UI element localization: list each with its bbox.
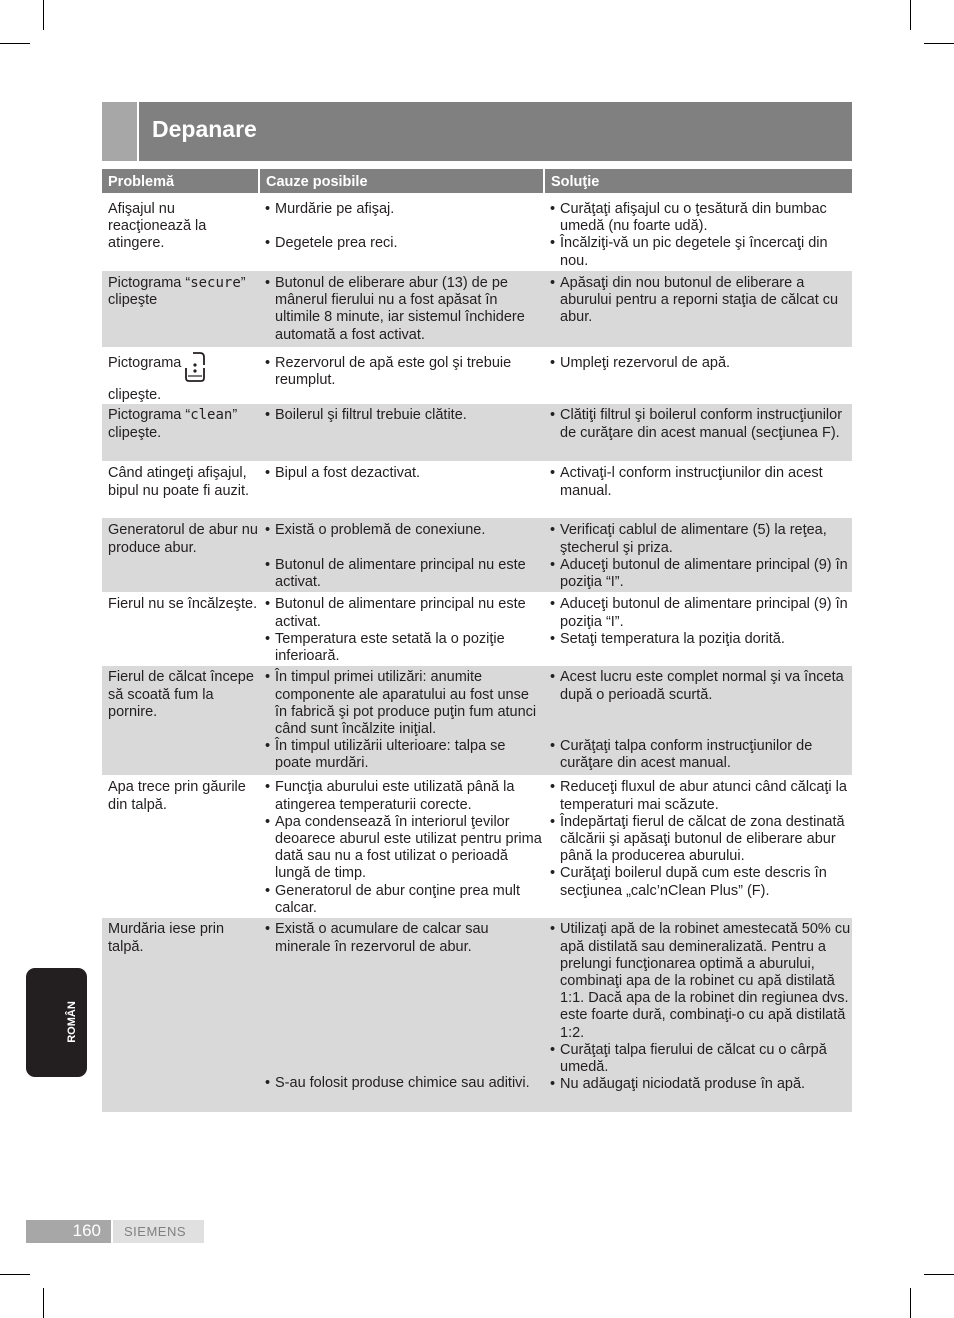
solutions-cell — [544, 518, 852, 592]
solution-item: • Nu adăugaţi niciodată produse în apă. — [550, 1076, 852, 1093]
table-row — [102, 592, 852, 666]
cause-item: • Apa condensează în interiorul ţevilor deoarece aburul este utilizat pentru prima dată sau nu a fost utilizat o perioadă lungă de timp. — [265, 814, 544, 883]
table-row — [102, 461, 852, 518]
causes-cell — [259, 404, 544, 461]
cause-item: • Funcţia aburului este utilizată până la atingerea temperaturii corecte. — [265, 779, 544, 813]
column-header-solution: Soluţie — [544, 169, 852, 193]
crop-mark — [0, 1274, 30, 1275]
problem-text: ” clipeşte. — [108, 407, 238, 441]
cause-item: • Butonul de alimentare principal nu este activat. — [265, 557, 544, 591]
cause-item: • Rezervorul de apă este gol şi trebuie reumplut. — [265, 355, 544, 389]
troubleshooting-table — [102, 169, 852, 1112]
crop-mark — [43, 0, 44, 30]
page-number-box — [26, 1220, 111, 1243]
problem-cell: Afişajul nu reacţionează la atingere. — [108, 201, 207, 252]
table-header-row — [102, 169, 852, 193]
page-title: Depanare — [152, 116, 257, 142]
solutions-cell — [544, 592, 852, 666]
problem-text: Pictograma — [108, 355, 182, 371]
problem-cell — [102, 404, 259, 461]
causes-cell — [259, 271, 544, 347]
problem-cell: Generatorul de abur nu produce abur. — [102, 518, 259, 592]
solution-item: • Aduceţi butonul de alimentare principal (9) în poziţia “I”. — [550, 557, 852, 591]
problem-cell: Murdăria iese prin talpă. — [102, 918, 259, 1112]
page-number: 160 — [72, 1221, 101, 1240]
solutions-cell — [544, 404, 852, 461]
causes-cell — [259, 775, 544, 918]
column-header-problem: Problemă — [102, 169, 259, 193]
solution-item: • Curăţaţi afişajul cu o ţesătură din bumbac umedă (nu foarte udă). — [550, 201, 852, 235]
problem-text: ” clipeşte — [108, 275, 246, 309]
solution-item: • Curăţaţi talpa fierului de călcat cu o cârpă umedă. — [550, 1042, 852, 1076]
solution-item: • Reduceţi fluxul de abur atunci când călcaţi la temperaturi mai scăzute. — [550, 779, 852, 813]
secure-display-icon: secure — [190, 275, 241, 291]
crop-mark — [924, 43, 954, 44]
crop-mark — [910, 0, 911, 30]
problem-text: clipeşte. — [108, 387, 162, 404]
cause-item: • Bipul a fost dezactivat. — [265, 465, 544, 482]
section-header — [102, 102, 852, 161]
water-tank-icon — [184, 352, 206, 387]
table-row — [102, 666, 852, 775]
language-label: ROMÂN — [66, 1001, 78, 1043]
cause-item: • Butonul de eliberare abur (13) de pe mânerul fierului nu a fost apăsat în ultimile 8 minute, iar sistemul închidere automată a fost activat. — [265, 275, 544, 344]
cause-item: • Butonul de alimentare principal nu este activat. — [265, 596, 544, 630]
clean-display-icon: clean — [190, 407, 233, 424]
problem-cell: Când atingeţi afişajul, bipul nu poate fi auzit. — [108, 465, 250, 499]
cause-item: • În timpul primei utilizări: anumite componente ale aparatului au fost unse în fabrică şi pot produce puţin fum atunci când sunt încălzite iniţial. — [265, 669, 544, 738]
solution-item: • Activaţi-l conform instrucţiunilor din acest manual. — [550, 465, 852, 499]
solutions-cell — [544, 775, 852, 918]
solution-item: • Setaţi temperatura la poziţia dorită. — [550, 631, 852, 648]
problem-cell — [102, 271, 259, 347]
row-spacer — [102, 193, 852, 201]
column-header-causes: Cauze posibile — [259, 169, 544, 193]
cause-item: • În timpul utilizării ulterioare: talpa se poate murdări. — [265, 738, 544, 772]
cause-item: • Există o acumulare de calcar sau minerale în rezervorul de abur. — [265, 921, 544, 955]
brand-box — [113, 1220, 204, 1243]
crop-mark — [924, 1274, 954, 1275]
causes-cell — [259, 461, 544, 518]
table-row — [102, 518, 852, 592]
solutions-cell — [544, 347, 852, 404]
problem-cell — [102, 347, 259, 404]
cause-item: • Murdărie pe afişaj. — [265, 201, 544, 218]
solutions-cell — [544, 918, 852, 1112]
cause-item: • Există o problemă de conexiune. — [265, 522, 544, 539]
crop-mark — [910, 1288, 911, 1318]
problem-cell: Fierul nu se încălzeşte. — [108, 596, 258, 613]
solution-item: • Încălziţi-vă un pic degetele şi încercaţi din nou. — [550, 235, 852, 269]
table-row — [102, 347, 852, 404]
solution-item: • Utilizaţi apă de la robinet amestecată 50% cu apă distilată sau demineralizată. Pentru a prelungi funcţionarea optimă a aburului, combinaţi apa de la robinet cu apă distilată 1:1. Dacă apa de la robinet din regiunea dvs. este foarte dură, combinaţi-o cu apă distilată 1:2. — [550, 921, 852, 1041]
header-tab — [102, 102, 139, 161]
solution-item: • Verificaţi cablul de alimentare (5) la reţea, ştecherul şi priza. — [550, 522, 852, 556]
solutions-cell — [544, 461, 852, 518]
solution-item: • Apăsaţi din nou butonul de eliberare a aburului pentru a reporni staţia de călcat cu abur. — [550, 275, 852, 327]
crop-mark — [0, 43, 30, 44]
brand-name: SIEMENS — [124, 1224, 187, 1239]
causes-cell — [259, 592, 544, 666]
table-row — [102, 775, 852, 918]
problem-cell: Fierul de călcat începe să scoată fum la pornire. — [102, 666, 259, 775]
causes-cell — [259, 201, 544, 271]
solution-item: • Îndepărtaţi fierul de călcat de zona destinată călcării şi apăsaţi butonul de eliberare abur până la producerea aburului. — [550, 814, 852, 866]
solution-item: • Aduceţi butonul de alimentare principal (9) în poziţia “I”. — [550, 596, 852, 630]
causes-cell — [259, 918, 544, 1112]
solution-item: • Clătiţi filtrul şi boilerul conform instrucţiunilor de curăţare din acest manual (secţiunea F). — [550, 407, 852, 441]
solution-item: • Umpleţi rezervorul de apă. — [550, 355, 852, 372]
table-row — [102, 918, 852, 1112]
crop-mark — [43, 1288, 44, 1318]
problem-text: Pictograma “ — [108, 275, 191, 291]
solution-item: • Curăţaţi talpa conform instrucţiunilor de curăţare din acest manual. — [550, 738, 852, 772]
cause-item: • Degetele prea reci. — [265, 235, 544, 252]
solution-item: • Acest lucru este complet normal şi va înceta după o perioadă scurtă. — [550, 669, 852, 703]
problem-cell: Apa trece prin găurile din talpă. — [108, 779, 246, 813]
solutions-cell — [544, 666, 852, 775]
cause-item: • Temperatura este setată la o poziţie inferioară. — [265, 631, 544, 665]
cause-item: • Generatorul de abur conţine prea mult calcar. — [265, 883, 544, 917]
solutions-cell — [544, 201, 852, 271]
table-row — [102, 271, 852, 347]
cause-item: • Boilerul şi filtrul trebuie clătite. — [265, 407, 544, 424]
causes-cell — [259, 347, 544, 404]
problem-text: Pictograma “ — [108, 407, 191, 424]
cause-item: • S-au folosit produse chimice sau aditivi. — [265, 1075, 544, 1092]
solution-item: • Curăţaţi boilerul după cum este descris în secţiunea „calc’nClean Plus” (F). — [550, 865, 852, 899]
table-row — [102, 404, 852, 461]
solutions-cell — [544, 271, 852, 347]
causes-cell — [259, 666, 544, 775]
table-row — [102, 201, 852, 271]
causes-cell — [259, 518, 544, 592]
